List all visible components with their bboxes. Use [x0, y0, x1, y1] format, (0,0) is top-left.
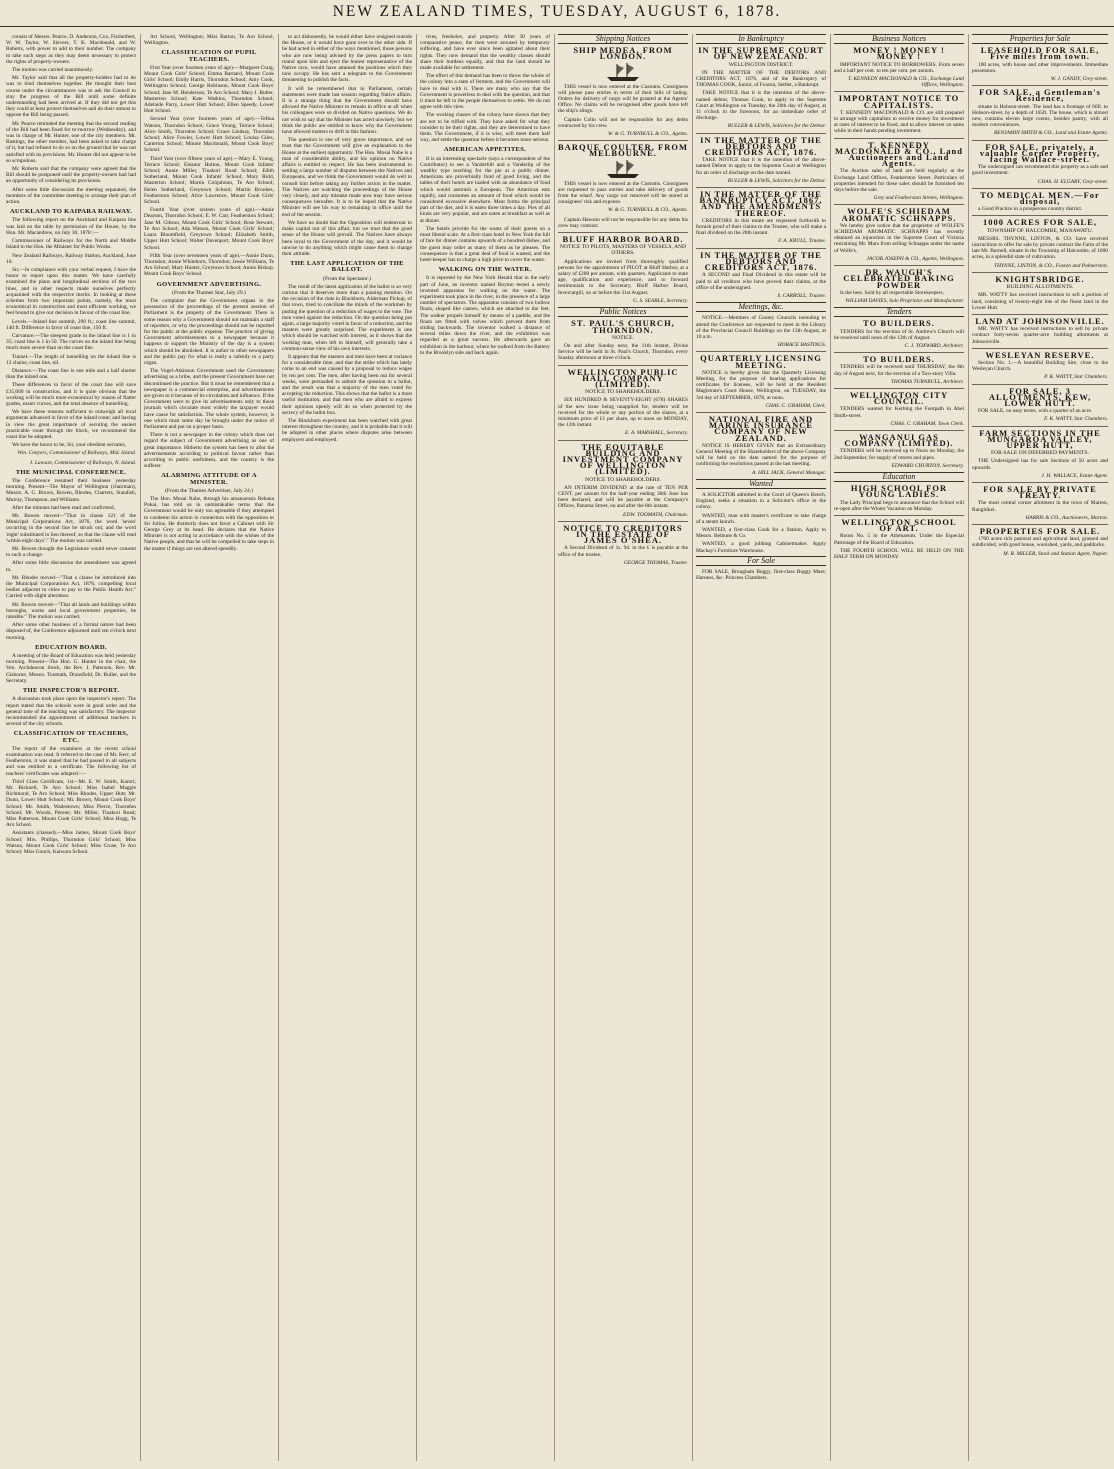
article-paragraph: The Hon. Mosai Nahe, through his amanuensis Rehana Pokai, has told us in unmistakable terms that the Government would be only too agreeable if they attempted to condemn his action in connection with the opposition to Sir Julius. He distinctly does not favor a Cabinet with Sir George Grey at its head. He declares that the Native Minister is not acting in accordance with the wishes of the Native people, and that he will be compelled to take steps in the matter if things are not altered speedily.	[144, 496, 274, 552]
article-paragraph: The following report on the Auckland and Kaipara line was laid on the table by permission of the House, by the Hon. Mr. Macandrew, on July 30, 1878 :—	[6, 217, 136, 236]
divider	[834, 388, 964, 389]
signature: M. R. MILLER, Stock and Station Agent, Napier.	[1003, 550, 1108, 557]
signature: W. J. GANDY, Grey-street.	[1050, 76, 1108, 83]
divider	[834, 352, 964, 353]
notice-title: SHIP MEDEA, FROM LONDON.	[573, 45, 673, 62]
notice-title: KNIGHTSBRIDGE.	[995, 273, 1085, 284]
notice-body: situate in Hobson-street. The land has a frontage of 66ft. to Hobson-street, by a depth of 165ft. The house, which is almost new, contains eleven large rooms, besides pantry, with all modern conveniences.	[972, 103, 1108, 129]
article-paragraph: The motion was carried unanimously.	[12, 67, 94, 74]
notice-title: QUARTERLY LICENSING MEETING.	[700, 353, 822, 370]
article-paragraph: Fourth Year (over sixteen years of age).—Annie Dearson, Thorndon School; E. W. Carr, Featherston School; Jane M. Gibson, Mount Cook Girls' School; Rose Stewart, Te Aro School; Ada Watson, Mount Cook Girls' School; Laura Bloomfield, Greytown School; Elizabeth Smith, Upper Hutt School; Walter Davenport, Mount Cook Boys' School.	[144, 207, 274, 251]
article-paragraph: Levels.—Inland line summit, 290 ft.; coast line summit, 140 ft. Difference in favor of coast line, 150 ft.	[6, 318, 136, 331]
section-heading: Meetings, &c.	[696, 302, 826, 312]
signature: E. A. MARSHALL, Secretary.	[624, 430, 688, 437]
notice-title: FARM SECTIONS IN THE MUNGAROA VALLEY, UPPER HUTT,	[979, 427, 1101, 450]
notice-subtitle: BUILDING ALLOTMENTS.	[1006, 284, 1074, 291]
signature: G. S. SEARLE, Secretary.	[632, 297, 688, 304]
article-paragraph: It will be remembered that in Parliament, certain statements were made last session regarding Native affairs. It is a strange thing that the Government should have allowed the Native Minister to remain in office at all when his colleagues were so divided on Native questions. We do not wish to say that the Minister has acted unwisely, but we think the public are entitled to know why the Government have allowed matters to drift in this fashion.	[282, 85, 412, 136]
column-6	[696, 34, 826, 1461]
section-heading: Public Notices	[558, 307, 688, 317]
notice-title: TO BUILDERS.	[863, 354, 935, 365]
notice-body: MR. WATTY has received instructions to sell a portion of land, consisting of twenty-eight lots of the finest land in the Lower Hutt.	[972, 292, 1108, 311]
signature: C. J. TOXWARD, Architect.	[904, 342, 964, 349]
classified-ad: FOR SALE, Brougham Buggy, first-class Buggy Mare, Harness, &c. Princess Chambers.	[696, 569, 826, 582]
section-heading: Properties for Sale	[972, 34, 1108, 44]
signature: THYNNE, LINTON, & CO., Foxton and Palmerston.	[994, 262, 1108, 269]
article-paragraph: The Vogel-Atkinson Government used the Government advertising as a bribe, and the present Government have not discontinued the practice. But it must be remembered that a newspaper is a commercial enterprise, and advertisements are given to it because of its circulation and influence. If the Government were to give its advertisements only to those journals which circulate most widely the taxpayer would have cause for satisfaction. The whole system, however, is one which must some day be brought under the notice of Parliament and put on a proper basis.	[144, 368, 274, 430]
notice-title: WELLINGTON SCHOOL OF ART.	[841, 516, 957, 534]
article-paragraph: Second Year (over fourteen years of age).—Tefina Watson, Thorndon School; Grace Young, Terrace School; Alice Smith, Thorndon School; Grace Lindsay, Thorndon School; Alice Fowler, Lower Hutt School; Louisa Giles, Carterton School; Minnie Macdonald, Mount Cook Boys' School.	[144, 116, 274, 154]
divider	[558, 140, 688, 141]
notice-body: MESSRS. THYNNE, LINTON, & CO. have received instructions to offer for sale by private contract the Farm of the late Mr. Burnell, situate in the Township of Halcombe, of 1000 acres, in a splendid state of cultivation.	[972, 235, 1108, 261]
article-paragraph: Fifth Year (over seventeen years of age).—Annie Dunn, Thorndon; Annie Whitehorn, Thorndon; Jessie Williams, Te Aro School; Mary Hunter, Greytown School; Annie Bishop, Mount Cook Boys' School.	[144, 252, 274, 278]
divider	[972, 140, 1108, 141]
notice-title: THE EQUITABLE BUILDING AND INVESTMENT COMPANY OF WELLINGTON (LIMITED).	[562, 441, 684, 477]
divider	[834, 138, 964, 139]
notice-body: IN THE MATTER OF THE DEBTORS AND CREDITORS ACT, 1876, and of the Bankruptcy of THOMAS COOK, Junior, of Foxton, Settler, a Bankrupt.	[696, 69, 826, 89]
notice-subtitle: NOTICE.	[612, 334, 634, 341]
notice-body: TAKE NOTICE that it is the intention of the above-named Debtor to apply to the Supreme Court at Wellington for an order of discharge on the date named.	[696, 157, 826, 176]
notice-title: TO MEDICAL MEN.—For disposal,	[980, 189, 1100, 207]
divider	[558, 365, 688, 366]
article-paragraph: A discussion took place upon the inspector's report. The report stated that the schools were in good order and the general tone of the teaching was satisfactory. The inspector recommended the appointment of additional teachers in several of the city schools.	[6, 696, 136, 728]
article-paragraph: Commissioner of Railways for the North and Middle Island to the Hon. the Minister for Public Works.	[6, 238, 136, 251]
signature: A. HILL JACK, General Manager.	[751, 469, 826, 476]
column-4	[420, 34, 550, 1461]
article-paragraph: Curvature.—The steepest grade in the inland line is 1 in 35; coast line is 1 in 50. The curves on the inland line being much more severe than on the coast line.	[6, 332, 136, 352]
section-heading: Education	[834, 472, 964, 482]
article-paragraph: There is not a newspaper in the colony which does not regard the subject of Government advertising as one of great importance. Hitherto the system has been to allot the advertisements according to political favour rather than according to public usefulness, and the country is the sufferer.	[144, 432, 274, 470]
signature: BENJAMIN SMITH & CO., Land and Estate Agents.	[994, 130, 1108, 137]
notice-body: NOTICE IS HEREBY GIVEN that an Extraordinary General Meeting of the Shareholders of the above Company will be held on the date named for the purpose of confirming the resolutions passed at the last meeting.	[696, 442, 826, 468]
notice-body: The most central corner allotment in the town of Marton, Rangitikei.	[972, 500, 1108, 513]
article-paragraph: It is reported by the New York Herald that in the early part of June, an inventor named Boyton tested a newly invented apparatus for walking on the water. The experiment took place in the river, in the presence of a large number of spectators. The apparatus consists of two hollow floats, shaped like canoes, which are attached to the feet. The walker propels himself by means of a paddle, and the floats are fitted with valves which prevent them from sliding backwards. The inventor walked a distance of several miles down the river, and the exhibition was regarded as a great success. He afterwards gave an exhibition in the harbour, where he walked from the Battery to the Brooklyn side and back again.	[420, 275, 550, 356]
notice-title: WOLFE'S SCHIEDAM AROMATIC SCHNAPPS.	[841, 206, 957, 223]
ship-icon	[603, 62, 643, 82]
divider	[834, 265, 964, 266]
notice-title: NATIONAL FIRE AND MARINE INSURANCE COMPANY OF NEW ZEALAND.	[708, 413, 814, 443]
column-rule	[830, 34, 831, 1461]
notice-body: TENDERS will be received up to Noon on Monday, the 2nd September, for supply of retorts and pipes.	[834, 448, 964, 461]
divider	[696, 133, 826, 134]
notice-body: CREDITORS in this estate are requested forthwith to furnish proof of their claims to the Trustee, who will make a final dividend on the 20th instant.	[696, 217, 826, 237]
notice-subtitle: WELLINGTON DISTRICT.	[728, 61, 794, 68]
article-paragraph: tives, freeholes, and property. After 30 years of comparative peace, the men were aroused by temporary suffering, and have ever since been agitated about their rights. They now demand that the wealthy classes should share their burdens equally, and that the land should be made available for settlement.	[420, 34, 550, 72]
article-heading: AMERICAN APPETITES.	[443, 146, 527, 154]
divider	[972, 384, 1108, 385]
section-heading: Shipping Notices	[558, 34, 688, 44]
article-paragraph: New Zealand Railways, Railway Station, Auckland, June 10.	[6, 252, 136, 265]
columns	[6, 34, 1108, 1461]
notice-body: A Second Dividend of 1s. 9d. in the £ is payable at the office of the trustee.	[558, 545, 688, 558]
signature: W. & G. TURNBULL & CO., Agents.	[607, 131, 688, 138]
notice-subtitle: TOWNSHIP OF HALCOMBE, MANAWATU.	[986, 227, 1094, 234]
signature: CHAS. C. GRAHAM, Town Clerk.	[890, 420, 964, 427]
signature: CHAS. H. ELGABY, Grey-street.	[1037, 178, 1108, 185]
notice-title: LAND AT JOHNSONVILLE.	[975, 315, 1105, 326]
divider	[696, 412, 826, 413]
notice-title: HIGH SCHOOL FOR YOUNG LADIES.	[850, 483, 948, 500]
article-paragraph: After some little discussion the amendment was agreed to.	[6, 560, 136, 573]
article-paragraph: Mr. Pearce reminded the meeting that the second reading of the Bill had been fixed for to-morrow (Wednesday), and was in charge of Mr. Hunter, one of the city members. Mr. Bastings, the other member, had been asked to take charge of it, but had refused to do so on the ground that he was not satisfied with its provisions. Mr. Hunter did not appear to be so scrupulous.	[6, 120, 136, 164]
notice-title: IN THE MATTER OF THE BANKRUPTCY ACT, 1867, AND THE AMENDMENTS THEREOF.	[699, 189, 823, 218]
column-2	[144, 34, 274, 1461]
signature: BULLER & LEWIS, Solicitors for the Debtor.	[727, 123, 826, 130]
notice-title: IN THE MATTER OF THE DEBTORS AND CREDITORS ACT, 1876.	[700, 134, 822, 158]
article-paragraph: After some little discussion the meeting separated, the members of the committee meeting to arrange their plan of action.	[6, 186, 136, 206]
divider	[834, 204, 964, 205]
notice-body: Captain Colin will not be responsible for any debts contracted by his crew.	[558, 116, 688, 129]
article-paragraph: A meeting of the Board of Education was held yesterday morning. Present—The Hon. G. Hunter in the chair, the Ven. Archdeacon Stock, the Rev. J. Paterson, Rev. Mr. Gisborne, Messrs. Toomath, Dransfield, Dr. Buller, and the Secretary.	[6, 653, 136, 684]
article-paragraph: The complaint that the Government organs in the possession of the proceedings of the present session of Parliament is the property of the Government. There is some reason why a Government should not maintain a staff of reporters, or why the proceedings should not be reported for the public at the public expense. The practice of giving Government advertisements to a newspaper because it happens to support the Ministry of the day is a system which should be abolished. It is unfair to other newspapers and the public pay for what is really a subsidy to a party organ.	[144, 297, 274, 366]
signature: S. CARROLL, Trustee.	[777, 292, 826, 299]
divider	[972, 314, 1108, 315]
article-paragraph: The effect of this demand has been to throw the whole of the colony into a state of ferment, and the Government will have to deal with it. There are many who say that the Government is powerless to deal with the question, and that it must be left to the people themselves to settle. We do not agree with this view.	[420, 73, 550, 111]
notice-body: NOTICE.—Members of County Councils intending to attend the Conference are requested to meet in the Library of the Provincial Council Buildings on the 13th August, at 10 a.m.	[696, 315, 826, 340]
signature: HARRIS & CO., Auctioneers, Marton.	[1025, 514, 1108, 521]
notice-title: BARQUE COULTER, FROM MELBOURNE.	[558, 142, 688, 159]
notice-title: FOR SALE, a Gentleman's Residence,	[979, 87, 1101, 104]
notice-body: AN INTERIM DIVIDEND at the rate of TEN PER CENT. per annum for the half-year ending 30th June has been declared, and will be payable at the Company's Offices, Panama Street, on and after the 8th instant.	[558, 484, 688, 510]
notice-subtitle: NOTICE TO SHAREHOLDERS.	[584, 389, 662, 396]
notice-title: LEASEHOLD FOR SALE, Five miles from town.	[980, 45, 1100, 62]
article-paragraph: First Year (over fourteen years of age).—Margaret Craig, Mount Cook Girls' School; Emma Barnard, Mount Cook Girls' School; Emily Harris, Thorndon School; Amy Cook, Wellington School; George Robinson, Mount Cook Boys' School; Jane M. Henderson, Te Aro School; Mary J. Butler, Masterton School; Kate Watkins, Thorndon School; Adelaide Parry, Lower Hutt School; Ellen Speedy, Lower Hutt School.	[144, 64, 274, 115]
article-heading: AUCKLAND TO KAIPARA RAILWAY.	[9, 208, 133, 216]
column-rule	[968, 34, 969, 1461]
article-paragraph: Tunnel.—The length of tunnelling on the inland line is 12 chains; coast line, nil.	[6, 353, 136, 366]
notice-title: IMPORTANT NOTICE TO CAPITALISTS.	[838, 93, 960, 110]
signature: JACOB JOSEPH & CO., Agents, Wellington.	[866, 255, 964, 262]
notice-title: T. KENNEDY MACDONALD & CO., Land Auctioneers and Land Agents.	[835, 139, 963, 169]
classified-ad: WANTED, a good jobbing Cabinetmaker. Apply Mackay's Furniture Warehouse.	[696, 541, 826, 554]
article-paragraph: The report of the examiners at the recent school examination was read. It referred to the case of Mr. Kerr, of Featherston, it was stated that he had passed in all subjects and was entitled to a certificate. The following list of teachers' certificates was adopted :—	[6, 745, 136, 777]
article-paragraph: It appears that the masters and men have been at variance for a considerable time, and that the strike which has lately come to an end was caused by a proposal to reduce wages by ten per cent. The men, after having been out for several weeks, were persuaded to submit the question to a ballot, and the result was that a majority of the men voted for accepting the reduction. This shows that the ballot is a most useful institution, and that men who are afraid to express their opinions openly will do so when protected by the secrecy of the ballot box.	[282, 353, 412, 416]
column-rule	[278, 34, 279, 1461]
signature: Grey and Featherston Streets, Wellington.	[873, 195, 964, 202]
article-paragraph: The Conference resumed their business yesterday morning. Present—The Mayor of Wellington (chairman), Messrs. A. C. Brown, Bowen, Rhodes, Charters, Standish, Murray, Thompson, and Williams.	[6, 478, 136, 503]
article-source: (From the Thames Advertiser, July 24.)	[164, 487, 254, 494]
notice-body: 1760 acres rich pastoral and agricultural land, grassed and subdivided, with good house, woolshed, yards, and paddocks.	[972, 536, 1108, 549]
section-heading: For Sale	[696, 556, 826, 566]
signature: J. H. WALLACE, Estate Agent.	[1041, 472, 1108, 479]
notice-body: T. KENNEDY MACDONALD & CO. are still prepared to arrange with capitalists to receive money for investment at rates of interest to be fixed, and to allow interest on same while in their hands pending investment.	[834, 109, 964, 135]
article-source: (From the Thames Star, July 29.)	[172, 289, 246, 296]
signature: THOMAS TURNBULL, Architect.	[890, 378, 964, 385]
article-heading: GOVERNMENT ADVERTISING.	[156, 280, 262, 288]
notice-body: 100 acres, with house and other improvements. Immediate possession.	[972, 61, 1108, 74]
divider	[972, 426, 1108, 427]
notice-body: TENDERS for the erection of St. Andrew's Church will be received until noon of the 12th of August.	[834, 328, 964, 341]
article-paragraph: Distance.—The coast line is one mile and a half shorter than the inland one.	[6, 367, 136, 381]
notice-title: FOR SALE BY PRIVATE TREATY.	[983, 483, 1097, 501]
article-subheading: CLASSIFICATION OF PUPIL TEACHERS.	[161, 49, 257, 63]
article-paragraph: We have the honor to be, Sir, your obedient servants,	[12, 442, 127, 449]
notice-title: IN THE MATTER OF THE DEBTORS AND CREDITORS ACT, 1876.	[700, 249, 822, 273]
divider	[696, 248, 826, 249]
signature: EDWARD CHURTON, Secretary.	[891, 462, 964, 469]
notice-subtitle: NOTICE TO PILOTS, MASTERS OF VESSELS, AND OTHERS.	[559, 244, 687, 257]
notice-body: Applications are invited from thoroughly qualified persons for the appointment of PILOT at Bluff Harbor, at a salary of £200 per annum, with quarters. Applicants to state age, qualification and experience, and to forward testimonials to the Secretary, Bluff Harbor Board, Invercargill, on or before the 31st August.	[558, 258, 688, 296]
article-paragraph: Sir,—In compliance with your verbal request, I have the honor to report upon this matter. We have carefully examined the plans and longitudinal sections of the two lines, and in other respects made ourselves perfectly acquainted with the respective merits. In looking at these schemes from two important points, namely, the most economical in construction and most efficient working, we feel bound to give our decision in favour of the coast line.	[6, 266, 136, 317]
column-3	[282, 34, 412, 1461]
notice-body: THE Undersigned has for sale Sections of 50 acres and upwards.	[972, 458, 1108, 471]
divider	[834, 430, 964, 431]
column-rule	[692, 34, 693, 1461]
notice-body: THIS vessel is now entered at the Customs. Consignees will please pass entries in terms of their bills of lading. Orders for delivery of cargo will be granted at the Agents' Office. No claims will be recognised after goods have left the ship's slings.	[558, 83, 688, 115]
divider	[834, 515, 964, 516]
divider	[558, 440, 688, 441]
notice-body: IMPORTANT NOTICE TO BORROWERS. From seven and a half per cent. to ten per cent. per annum.	[834, 61, 964, 74]
article-paragraph: Third Year (over fifteen years of age).—Mary E. Young, Terrace School; Eleanor Hutton, Mount Cook Infants' School; Annie Miller, Tinakori Road School; Edith Sutherland, Mount Cook Infants' School; Mary Ridd, Masterton School; Martin Colquhoun, Te Aro School; Helen Sutherland, Greytown School; Martin Brookes, Featherston School; Alice Lawrence, Mount Cook Girls' School.	[144, 155, 274, 206]
divider	[558, 232, 688, 233]
article-paragraph: Assistants (classed).—Miss James, Mount Cook Boys' School; Mrs. Phillips, Thorndon Girls' School; Miss Watson, Mount Cook Girls' School; Miss Cruse, Te Aro School; Miss Gooch, Kaiwara School.	[6, 830, 136, 855]
notice-body: Section No. 1.—A beautiful Building Site, close to the Wesleyan Church.	[972, 359, 1108, 373]
notice-title: WELLINGTON CITY COUNCIL.	[849, 389, 949, 407]
notice-body: TAKE NOTICE that it is the intention of the above-named debtor, Thomas Cook, to apply to the Supreme Court at Wellington on Tuesday, the 20th day of August, at 11 o'clock in the forenoon, for an immediate order of discharge.	[696, 90, 826, 122]
article-paragraph: The hotels provide for the wants of their guests on a most liberal scale. At a first-class hotel in New York the bill of fare for dinner contains upwards of a hundred dishes, and the guest may order as many of them as he pleases. The consequence is that a great deal of food is wasted, and the hotel-keeper has to charge a high price to cover the waste.	[420, 225, 550, 263]
notice-subtitle: NOTICE TO SHAREHOLDERS.	[584, 476, 662, 483]
notice-body: TENDERS will be received until THURSDAY, the 8th day of August next, for the erection of a Two-story Villa.	[834, 364, 964, 377]
article-paragraph: These differences in favor of the coast line will save £15,000 in construction, and it is quite obvious that the working will be much more economical by reason of flatter grades, easier curves, and the total absence of tunnelling.	[6, 382, 136, 407]
divider	[972, 85, 1108, 86]
article-paragraph: The Blackburn experiment has been watched with great interest throughout the country, and it is probable that it will be adopted in other places where disputes arise between employers and employed.	[282, 417, 412, 443]
notice-body: FOR SALE, on easy terms, with a quarter of an acre.	[978, 408, 1093, 415]
signature: CHAS. C. GRAHAM, Clerk.	[765, 402, 826, 409]
article-paragraph: We have no doubt that the Opposition will endeavour to make capital out of this affair, but we trust that the good sense of the House will prevail. The Natives have always been loyal to the Government of the day, and it would be unwise to do anything which might cause them to change their attitude.	[282, 219, 412, 257]
column-8	[972, 34, 1108, 1461]
article-paragraph: After some other business of a formal nature had been disposed of, the Conference adjourned until ten o'clock next morning.	[6, 622, 136, 641]
divider	[972, 215, 1108, 216]
article-heading: ALARMING ATTITUDE OF A MINISTER.	[161, 472, 257, 486]
article-heading: EDUCATION BOARD.	[35, 643, 107, 651]
article-paragraph: The working classes of the colony have shown that they are not to be trifled with. They have asked for what they consider to be their rights, and they are determined to have them. The Government, if it is wise, will meet them half way, and settle the question before it becomes more serious.	[420, 112, 550, 144]
divider	[972, 272, 1108, 273]
divider	[696, 351, 826, 352]
article-paragraph: The result of the latest application of the ballot is so very curious that it deserves more than a passing mention. On the occasion of the riots in Blackburn, Alderman Pickup, of that town, tried to conciliate the minds of the workmen by putting the question of a reduction of wages to the vote. The men voted against the reduction. On the question being put again, a large majority voted in favor of a reduction, and the masters were greatly surprised. The experiment is one which should be watched with interest, as it shows that the working man, when left to himself, will generally take a common-sense view of his own interests.	[282, 283, 412, 352]
column-rule	[416, 34, 417, 1461]
masthead-date: TUESDAY, AUGUST 6, 1878.	[540, 3, 782, 20]
notice-title: 1000 ACRES FOR SALE,	[983, 217, 1097, 228]
article-heading: THE MUNICIPAL CONFERENCE.	[15, 468, 127, 476]
notice-title: WANGANUI GAS COMPANY (LIMITED).	[844, 431, 954, 449]
article-paragraph: to act dishonestly, he would either have resigned outside the House, or it would have gone over to the other side. If he had acted in either of the ways mentioned, those persons who are now being advised by the press papers to turn round upon him and eject the honest representative of the Native race, would have attained the positions which they now occupy. He has sent a telegram to the Government threatening to publish the facts.	[282, 34, 412, 84]
article-paragraph: After the minutes had been read and confirmed,	[12, 504, 115, 511]
signature: HORACE BASTINGS.	[777, 342, 826, 349]
notice-body: THIS vessel is now entered at the Customs. Consignees are requested to pass entries and take delivery of goods from the wharf. Any cargo not removed will be stored at consignees' risk and expense.	[558, 180, 688, 206]
notice-title: FOR SALE, 3 ALLOTMENTS, KEW, LOWER HUTT.	[988, 385, 1092, 408]
divider	[558, 521, 688, 522]
divider	[972, 348, 1108, 349]
notice-title: WESLEYAN RESERVE.	[985, 349, 1095, 360]
divider	[972, 188, 1108, 189]
classified-ad: A SOLICITOR admitted in the Court of Queen's Bench, England, seeks a situation in a Solicitor's office in the colony.	[696, 491, 826, 511]
notice-title: IN THE SUPREME COURT OF NEW ZEALAND.	[698, 45, 824, 62]
signature: BULLER & LEWIS, Solicitors for the Debtor.	[727, 177, 826, 184]
section-heading: Wanted	[696, 479, 826, 489]
column-rule	[140, 34, 141, 1461]
notice-title: DR. WAUGH'S CELEBRATED BAKING POWDER	[843, 267, 955, 290]
article-heading: THE LAST APPLICATION OF THE BALLOT.	[290, 260, 404, 274]
divider	[834, 91, 964, 92]
notice-title: TO BUILDERS.	[863, 318, 935, 329]
divider	[972, 482, 1108, 483]
article-source: (From the Spectator.)	[323, 275, 371, 282]
signature: W. & G. TURNBULL & CO., Agents.	[607, 207, 688, 214]
notice-body: a Good Practice in a prosperous country district.	[978, 206, 1083, 213]
notice-body: The Lady Principal begs to announce that the School will re-open after the Winter Vacation on Monday.	[834, 499, 964, 512]
article-paragraph: Mr. Bowen moved—"That in clause 121 of the Municipal Corporations Act, 1876, the word 'seven' occurring in the second line be struck out, and the word 'eight' substituted in lieu thereof, so that the clause will read 'within eight days'." The motion was carried.	[6, 513, 136, 544]
divider	[972, 524, 1108, 525]
signature: EDW. TOOMATH, Chairman.	[623, 511, 688, 518]
section-heading: In Bankruptcy	[696, 34, 826, 44]
notice-body: Is the best. Sold by all respectable Storekeepers.	[840, 289, 945, 296]
article-paragraph: The question is one of very grave importance, and we trust that the Government will give an explanation to the House at the earliest opportunity. The Hon. Mosai Nahe is a man of considerable ability, and his opinion on Native affairs is entitled to respect. He has been instrumental in settling a large number of disputes between the Natives and Europeans, and we think the Government would do well to consult him before taking any further action in the matter. The Natives are watching the proceedings of the House very closely, and any mistake made now may have serious consequences hereafter. It is to be hoped that the Native Minister will see his way to remaining in office until the end of the session.	[282, 137, 412, 218]
signature: T. KENNEDY MACDONALD & CO., Exchange Land Offices, Wellington.	[848, 76, 964, 89]
signature: Wm. Conyers, Commissioner of Railways, Mid. Island.	[17, 450, 136, 457]
article-subheading: CLASSIFICATION OF TEACHERS, ETC.	[13, 730, 129, 744]
notice-title: WELLINGTON PUBLIC HALL COMPANY (LIMITED).	[567, 366, 679, 389]
article-paragraph: Mr. Bowen moved—"That all lands and buildings within boroughs, warns and local government properties, be rateable." The motion was carried.	[6, 601, 136, 621]
classified-ad: WANTED, man with master's certificate to take charge of a steam launch.	[696, 512, 826, 525]
article-paragraph: Mr. Bowen thought the Legislature would never consent to such a change.	[6, 546, 136, 559]
notice-body: TENDERS wanted for Kerbing the Footpath in Abel Smith-street.	[834, 406, 964, 419]
column-7	[834, 34, 964, 1461]
article-paragraph: Art School, Wellington; Miss Barton, Te Aro School, Wellington.	[144, 34, 274, 47]
column-5	[558, 34, 688, 1461]
notice-title: BLUFF HARBOR BOARD.	[562, 234, 684, 245]
article-paragraph: Mr. Roberts said that the company were agreed that the Bill should be postponed until the property-owners had had an opportunity of considering its provisions.	[6, 166, 136, 185]
column-1	[6, 34, 136, 1461]
notice-body: The Auction sales of land are held regularly at the Exchange Land Offices, Featherston Street. Particulars of properties intended for these sales should be furnished ten days before the sale.	[834, 168, 964, 194]
notice-title: ST. PAUL'S CHURCH, THORNDON.	[571, 318, 675, 335]
notice-body: We hereby give notice that the proprietor of WOLFE'S SCHIEDAM AROMATIC SCHNAPPS has recently obtained an injunction in the Supreme Court of Victoria restraining Mr. Mars from selling Schnapps under the name of Wolfe's.	[834, 222, 964, 254]
section-heading: Business Notices	[834, 34, 964, 44]
notice-title: NOTICE TO CREDITORS IN THE ESTATE OF JAMES O'SHEA.	[563, 522, 683, 546]
notice-title: FOR SALE, privately, a valuable Corner Property, facing Wallace-street.	[979, 141, 1101, 165]
signature: GEORGE THOMAS, Trustee.	[623, 559, 688, 566]
article-heading: WALKING ON THE WATER.	[438, 266, 532, 274]
column-rule	[554, 34, 555, 1461]
signature: F. A. KRULL, Trustee.	[778, 238, 826, 245]
signature: P. K. WATTY, Star Chambers.	[1044, 374, 1108, 381]
article-paragraph: It is an interesting spectacle (says a correspondent of the Contributor) to see a Vanderbilt and a Vanderlip of the wealthy type reaching for the pie at a public dinner. Americans are proverbially fond of good living, and the tables of their hotels are loaded with an abundance of food which would astonish a European. The American eats rapidly, and consumes an amount of food which would be considered excessive elsewhere. Meat forms the principal part of the diet, and it is eaten three times a day. Pies of all kinds are very popular, and are eaten at breakfast as well as at dinner.	[420, 155, 550, 224]
signature: F. K. WATTY, Star Chambers.	[1044, 416, 1108, 423]
notice-body: On and after Sunday next, the 11th instant, Divine Service will be held in St. Paul's Church, Thorndon, every Sunday afternoon at three o'clock.	[558, 342, 688, 362]
notice-body: The undersigned can recommend this property as a safe and good investment.	[972, 164, 1108, 177]
signature: WILLIAM DAVIES, Sole Proprietor and Manufacturer.	[845, 297, 964, 304]
article-paragraph: Mr. Taylor said that all the property-holders had to do was to bind themselves together. He thought their best course under the circumstances was to ask the Council to stay the progress of the Bill until some definite understanding had been arrived at. If they did not get this they could at least protect themselves and do their utmost to oppose the Bill being passed.	[6, 75, 136, 119]
signature: J. Lawson, Commissioner of Railways, N. Island.	[29, 459, 136, 466]
article-paragraph: We have these reasons sufficient to outweigh all local arguments advanced in favor of the inland route; and having in view the great importance of securing the easiest practicable route through the block, we recommend the coast line be adopted.	[6, 409, 136, 440]
notice-title: PROPERTIES FOR SALE.	[979, 525, 1101, 536]
notice-body: Captain Hawson will not be responsible for any debts his crew may contract.	[558, 216, 688, 229]
classified-ad: WANTED, a first-class Cook for a Station. Apply to Messrs. Bethune & Co.	[696, 527, 826, 540]
article-paragraph: consist of Messrs. Pearce, D. Anderson, Cox, Fitzherbert, W. W. Taylor, W. Sievers, T. K. Macdonald, and W. Roberts, with power to add to their number. The company to take such steps as they may deem necessary to protect the rights of property-owners.	[6, 34, 136, 65]
notice-body: A SECOND and Final Dividend in this estate will be paid to all creditors who have proved their claims, at the office of the undersigned.	[696, 272, 826, 291]
notice-body: NOTICE is hereby given that the Quarterly Licensing Meeting, for the purpose of hearing applications for certificates for licenses, will be held at the Resident Magistrate's Court House, Wellington, on TUESDAY, the 3rd day of SEPTEMBER, 1878, at noon.	[696, 369, 826, 401]
divider	[696, 187, 826, 188]
notice-body: MR. WATTY has received instructions to sell by private contract forty-seven quarter-acre building allotments at Johnsonville.	[972, 326, 1108, 345]
section-heading: Tenders	[834, 307, 964, 317]
notice-body: Room No. 5 in the Athenaeum. Under the Especial Patronage of the Board of Education.	[834, 533, 964, 546]
masthead	[0, 0, 1114, 27]
article-subheading: THE INSPECTOR'S REPORT.	[22, 687, 120, 695]
notice-body: THE FOURTH SCHOOL WILL BE HELD ON THE HALF TERM ON MONDAY.	[834, 547, 964, 560]
notice-subtitle: FOR SALE ON DEFERRED PAYMENTS.	[991, 450, 1089, 457]
ship-icon	[603, 159, 643, 179]
article-paragraph: Mr. Rhodes moved—"That a clause be introduced into the Municipal Corporations Act, 1876, compelling local bodies adjacent to cities to pay to the Public Health Act." Carried with slight alteration.	[6, 574, 136, 600]
notice-body: SIX HUNDRED & SEVENTY-EIGHT (678) SHARES of the new issue being unapplied for, tenders will be received for the whole or any portion of the shares, at a minimum price of £1 per share, up to noon on MONDAY, the 12th instant.	[558, 397, 688, 429]
article-paragraph: Third Class Certificate, 1st—Mr. E. W. Smith, Karori; Mr. Bicknell, Te Aro School; Miss Isabel Maggie Richmond, Te Aro School; Miss Rhodes, Upper Hutt; Mr. Dunn, Lower Hutt School; Mr. Brown, Mount Cook Boys' School; Mr. Smith, Wadestown; Miss Pierce, Thorndon School; Mr. Woods, Petone; Mr. Miller, Tinakori Road; Miss Patterson, Mount Cook Girls' School; Miss Hogg, Te Aro School.	[6, 778, 136, 829]
notice-title: MONEY ! MONEY ! MONEY !	[853, 45, 945, 62]
masthead-title: NEW ZEALAND TIMES,	[332, 3, 535, 20]
